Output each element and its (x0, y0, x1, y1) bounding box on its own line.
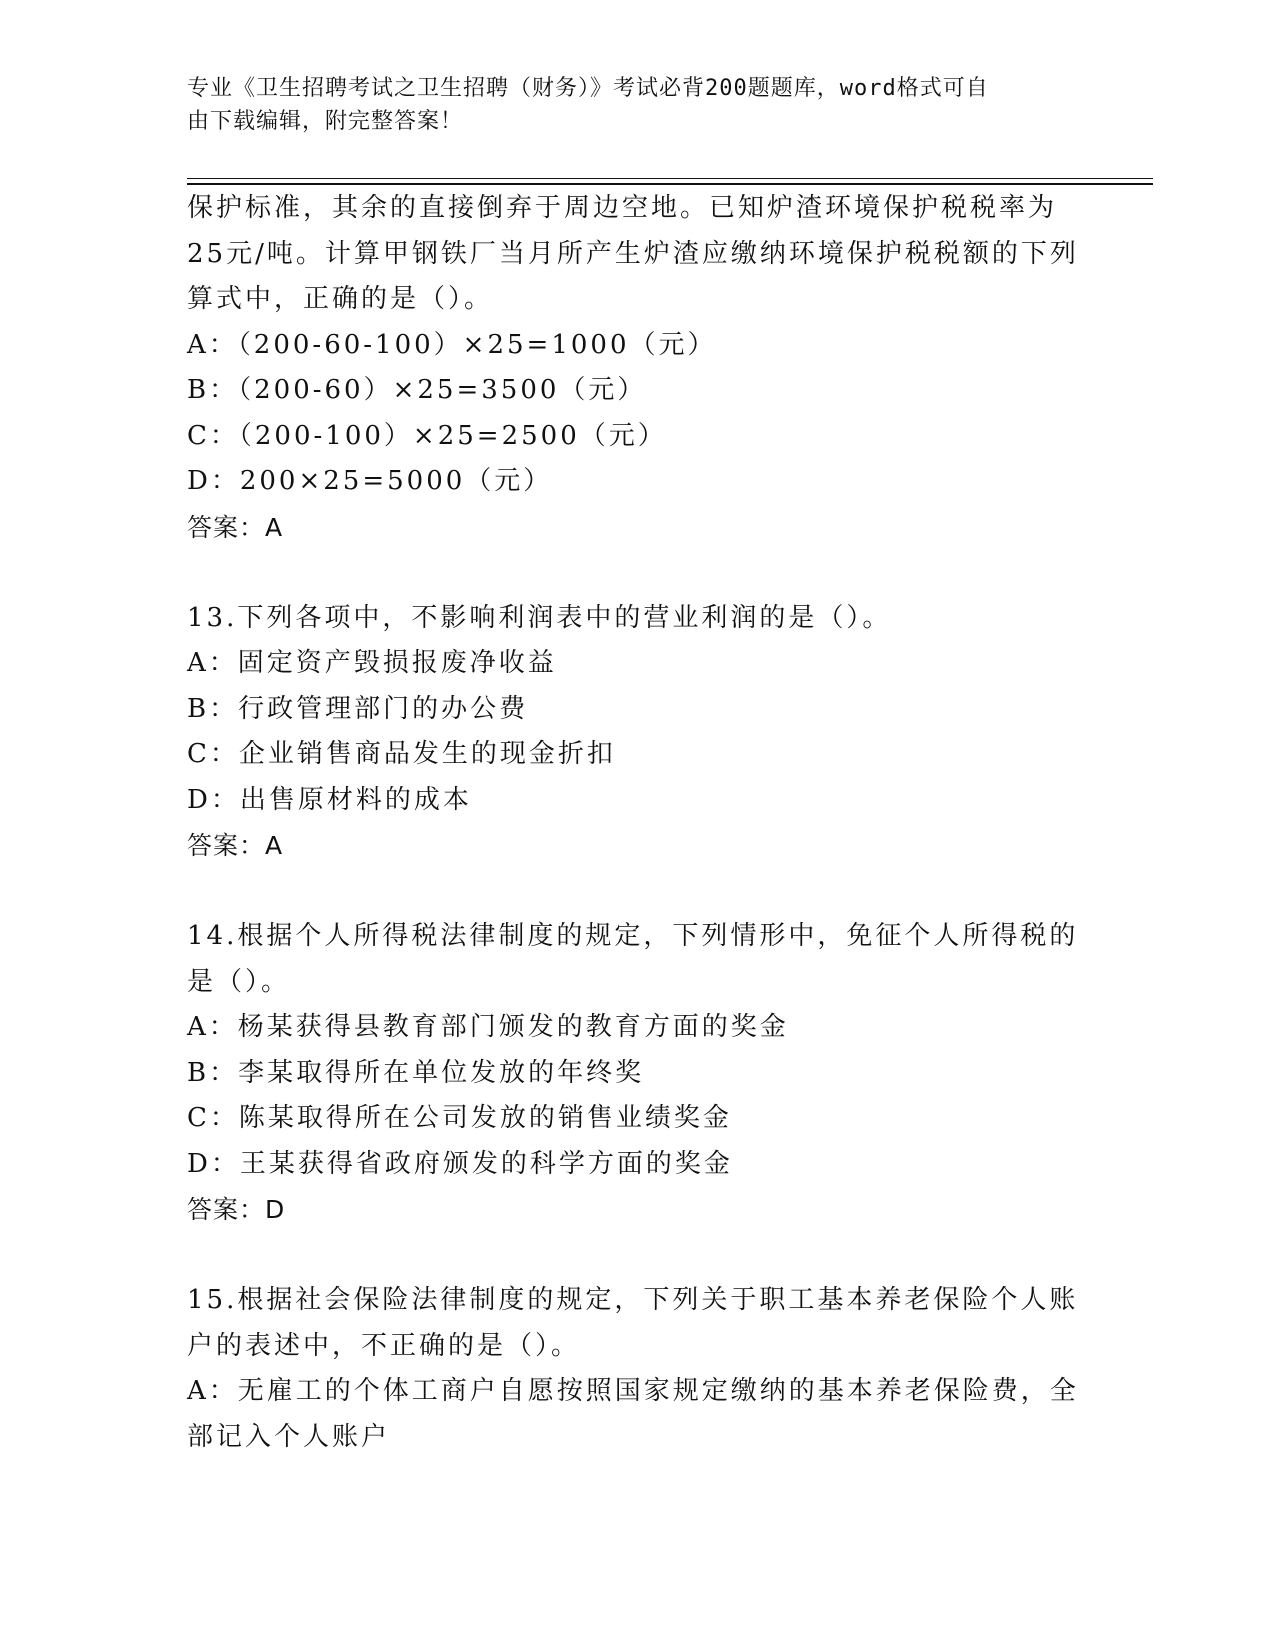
question-text-line: 14.根据个人所得税法律制度的规定，下列情形中，免征个人所得税的 (187, 921, 1079, 951)
question-text-line: 是（）。 (187, 966, 291, 997)
document-body (187, 186, 1107, 1460)
header-divider-thick (187, 183, 1153, 185)
answer-label: 答案：D (187, 1195, 286, 1224)
option-a: A：（200-60-100）×25=1000（元） (187, 329, 717, 360)
question-text-line: 15.根据社会保险法律制度的规定，下列关于职工基本养老保险个人账 (187, 1285, 1079, 1315)
option-c: C：企业销售商品发生的现金折扣 (187, 739, 616, 769)
answer-label: 答案：A (187, 512, 284, 542)
option-b: B：（200-60）×25=3500（元） (187, 375, 647, 405)
question-12-continued (187, 186, 1107, 550)
spacer (187, 869, 1107, 915)
option-a-continued: 部记入个人账户 (187, 1421, 391, 1452)
option-a: A：固定资产毁损报废净收益 (187, 648, 557, 678)
question-14 (187, 914, 1107, 1233)
option-c: C：陈某取得所在公司发放的销售业绩奖金 (187, 1103, 732, 1133)
question-13 (187, 596, 1107, 869)
question-15 (187, 1278, 1107, 1460)
option-a: A：杨某获得县教育部门颁发的教育方面的奖金 (187, 1012, 789, 1042)
question-text-line: 25元/吨。计算甲钢铁厂当月所产生炉渣应缴纳环境保护税税额的下列 (187, 238, 1079, 269)
option-d: D：200×25=5000（元） (187, 466, 553, 496)
question-text-line: 算式中，正确的是（）。 (187, 284, 494, 314)
header-line-2: 由下载编辑，附完整答案！ (187, 109, 464, 134)
spacer (187, 550, 1107, 596)
option-b: B：行政管理部门的办公费 (187, 693, 529, 724)
header-divider-thin (187, 178, 1153, 179)
option-a: A：无雇工的个体工商户自愿按照国家规定缴纳的基本养老保险费，全 (187, 1376, 1079, 1406)
option-c: C：（200-100）×25=2500（元） (187, 420, 667, 451)
question-text-line: 户的表述中，不正确的是（）。 (187, 1330, 581, 1361)
spacer (187, 1233, 1107, 1279)
answer-label: 答案：A (187, 831, 284, 860)
header-line-1: 专业《卫生招聘考试之卫生招聘（财务）》考试必背200题题库，word格式可自 (187, 76, 989, 101)
page-header (187, 72, 1067, 138)
option-b: B：李某取得所在单位发放的年终奖 (187, 1057, 645, 1088)
question-text-line: 保护标准，其余的直接倒弃于周边空地。已知炉渣环境保护税税率为 (187, 193, 1058, 223)
option-d: D：王某获得省政府颁发的科学方面的奖金 (187, 1148, 733, 1179)
question-text-line: 13.下列各项中，不影响利润表中的营业利润的是（）。 (187, 602, 892, 633)
option-d: D：出售原材料的成本 (187, 784, 472, 815)
